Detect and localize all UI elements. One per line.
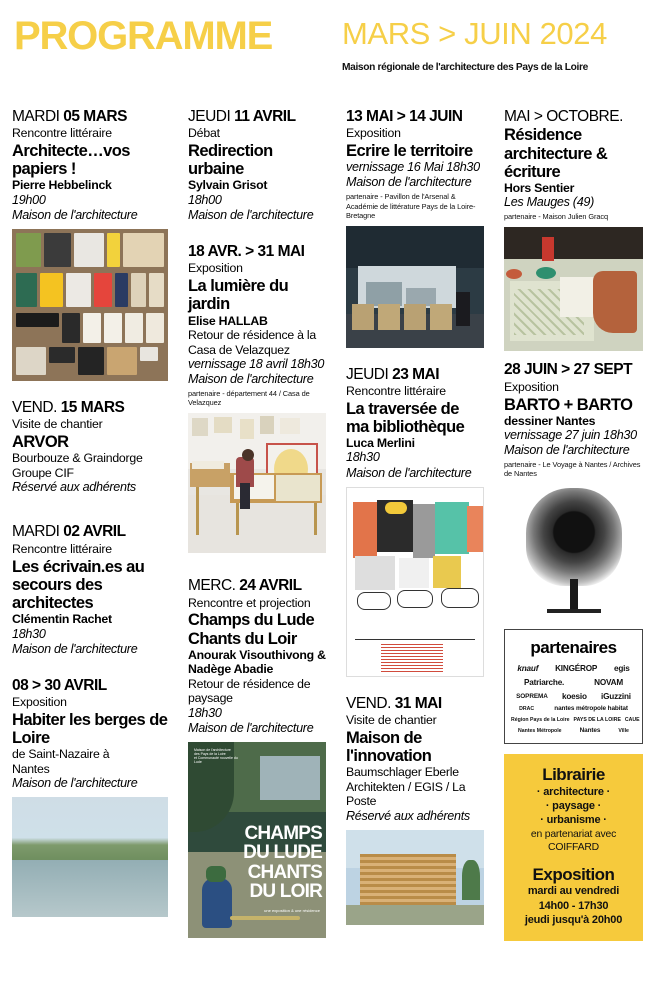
event-kind: Visite de chantier: [346, 713, 437, 728]
event-credit: Baumschlager Eberle: [346, 765, 459, 780]
column-4: [492, 108, 653, 948]
partner-logo-knauf[interactable]: knauf: [517, 664, 539, 674]
event-place: Maison de l'architecture: [12, 776, 138, 791]
event-date: 28 JUIN > 27 SEPT: [504, 361, 633, 379]
event-card[interactable]: [346, 108, 484, 220]
column-2: [176, 108, 334, 948]
partner-logo-ingerop[interactable]: KINGÉROP: [555, 664, 598, 674]
event-date: JEUDI 11 AVRIL: [188, 108, 296, 125]
event-place: Maison de l'architecture: [12, 641, 138, 656]
partner-logo-novam[interactable]: NOVAM: [594, 678, 623, 688]
event-card[interactable]: [12, 523, 168, 656]
event-title: Redirection urbaine: [188, 142, 273, 179]
column-1: [0, 108, 176, 948]
event-subtitle: dessiner Nantes: [504, 413, 596, 428]
event-place: Maison de l'architecture: [504, 443, 630, 458]
event-place: Maison de l'architecture: [188, 208, 314, 222]
partner-logo-koesio[interactable]: koesio: [562, 691, 587, 701]
event-speaker: Elise HALLAB: [188, 313, 268, 328]
event-credit: Bourbouze & Graindorge: [12, 451, 143, 466]
event-speaker: Luca Merlini: [346, 435, 415, 450]
exposition-hours-thursday: jeudi jusqu'à 20h00: [524, 914, 623, 927]
event-time: 18h30: [346, 450, 380, 465]
partner-logo-nantes-metropole[interactable]: Nantes Métropole: [518, 728, 562, 735]
event-place: Maison de l'architecture: [188, 720, 314, 735]
poster-header: [0, 0, 653, 88]
event-speaker: Pierre Hebbelinck: [12, 178, 112, 193]
librairie-theme-paysage: · paysage ·: [545, 800, 602, 813]
partner-logo-row: [511, 679, 636, 688]
drawing-colorful-comic: [346, 487, 484, 677]
event-date: JEUDI 23 MAI: [346, 365, 440, 383]
event-partner: partenaire - Maison Julien Gracq: [504, 212, 609, 222]
event-note: Retour de résidence à la: [188, 328, 316, 342]
organisation-subtitle: Maison régionale de l'architecture des Pays de la Loire: [342, 62, 588, 73]
poster-champs-du-lude: Maison de l'architecture des Pays de la Loire et Communauté nouvelle du Lude CHAMPS DU LUDE CHANTS DU LOIR une exposition & une résidence: [188, 742, 326, 938]
photo-mapping-desk: [504, 227, 643, 351]
librairie-partner-name: COIFFARD: [548, 841, 599, 853]
event-title: Résidence architecture & écriture: [504, 126, 608, 181]
partner-logo-row: [511, 728, 636, 735]
event-kind: Exposition: [346, 126, 401, 141]
photo-loire-riverbank: [12, 797, 168, 917]
partners-title: partenaires: [530, 638, 617, 658]
column-3: [334, 108, 492, 948]
partner-logo-row: [511, 665, 636, 674]
exposition-hours-days: mardi au vendredi: [527, 885, 620, 898]
partner-logo-ville[interactable]: Ville: [618, 728, 629, 735]
partner-logo-patriarche[interactable]: Patriarche.: [524, 678, 565, 688]
partner-logo-row: [511, 717, 640, 723]
partner-logo-soprema[interactable]: SOPREMA: [516, 692, 548, 700]
event-kind: Rencontre littéraire: [12, 541, 112, 556]
event-date: MARDI 02 AVRIL: [12, 523, 126, 541]
partner-logo-drac[interactable]: DRAC: [519, 705, 535, 712]
event-note: Réservé aux adhérents: [12, 480, 136, 495]
partners-logo-grid: [511, 664, 640, 735]
exposition-title: Exposition: [532, 864, 615, 884]
librairie-partner-line: en partenariat avec: [530, 828, 617, 840]
partner-logo-nantes[interactable]: Nantes: [579, 727, 601, 735]
page-title: PROGRAMME: [14, 14, 273, 58]
event-partner: partenaire - Pavillon de l'Arsenal & Académie de littérature Pays de la Loire-Bretagne: [346, 192, 476, 220]
event-date: MAI > OCTOBRE.: [504, 108, 623, 125]
event-speaker-2: Nadège Abadie: [188, 662, 274, 677]
event-card[interactable]: [188, 577, 326, 736]
event-card[interactable]: [346, 695, 484, 824]
render-innovation-building: [346, 830, 484, 925]
event-kind: Exposition: [12, 695, 67, 710]
event-speaker: Hors Sentier: [504, 180, 575, 195]
event-time: vernissage 18 avril 18h30: [188, 357, 325, 371]
event-kind: Rencontre littéraire: [12, 126, 112, 141]
event-title: Champs du Lude Chants du Loir: [188, 611, 315, 648]
event-card[interactable]: [188, 243, 326, 407]
event-date: 18 AVR. > 31 MAI: [188, 243, 305, 261]
event-speaker: Clémentin Rachet: [12, 612, 112, 626]
event-partner: partenaire - département 44 / Casa de Velazquez: [188, 389, 310, 408]
event-place: Maison de l'architecture: [346, 175, 472, 190]
photo-printing-studio: [188, 413, 326, 553]
partner-logo-row: [511, 706, 636, 713]
event-title: La lumière du jardin: [188, 277, 289, 314]
event-time: 19h00: [12, 192, 46, 207]
partners-box: [504, 629, 643, 744]
event-partner: partenaire - Le Voyage à Nantes / Archives de Nantes: [504, 460, 641, 479]
event-kind: Débat: [188, 126, 220, 141]
librairie-box: [504, 754, 643, 941]
event-speaker: Sylvain Grisot: [188, 178, 268, 193]
event-title: ARVOR: [12, 433, 69, 452]
partner-logo-pays-de-la-loire[interactable]: PAYS DE LA LOIRE: [573, 717, 621, 723]
event-title: BARTO + BARTO: [504, 395, 633, 414]
event-kind: Exposition: [188, 261, 243, 276]
event-card[interactable]: [12, 399, 168, 495]
photo-interior-chairs: [346, 226, 484, 348]
event-card[interactable]: [504, 108, 643, 221]
event-date: VEND. 15 MARS: [12, 399, 125, 417]
event-title: Habiter les berges de Loire: [12, 710, 168, 747]
event-location: Les Mauges (49): [504, 195, 595, 210]
partner-logo-nantes-metropole-habitat[interactable]: nantes métropole habitat: [554, 705, 628, 713]
event-card[interactable]: [12, 677, 168, 792]
event-time: vernissage 27 juin 18h30: [504, 428, 637, 443]
event-note-2: paysage: [188, 691, 233, 706]
event-time: 18h00: [188, 192, 222, 207]
event-note: Retour de résidence de: [188, 676, 311, 691]
event-card[interactable]: [504, 361, 643, 478]
event-time: vernissage 16 Mai 18h30: [346, 160, 480, 175]
event-kind: Rencontre littéraire: [346, 383, 446, 398]
event-title: La traversée de ma bibliothèque: [346, 399, 465, 436]
event-place: Maison de l'architecture: [188, 372, 314, 387]
event-kind: Exposition: [504, 379, 559, 394]
librairie-theme-architecture: · architecture ·: [536, 785, 611, 798]
event-time: 18h30: [188, 705, 222, 720]
event-place: Maison de l'architecture: [12, 208, 138, 222]
partner-logo-caue[interactable]: CAUE: [624, 717, 640, 723]
event-speaker: Anourak Visouthivong &: [188, 647, 326, 662]
event-credit: de Saint-Nazaire à: [12, 747, 110, 762]
event-place: Maison de l'architecture: [346, 465, 472, 480]
event-card[interactable]: [346, 366, 484, 481]
exposition-hours-time: 14h00 - 17h30: [538, 899, 609, 912]
partner-logo-egis[interactable]: egis: [613, 664, 630, 674]
event-credit-2: Groupe CIF: [12, 465, 74, 480]
event-credit-2: Nantes: [12, 761, 50, 776]
event-date: MARDI 05 MARS: [12, 108, 127, 125]
event-card[interactable]: [12, 108, 168, 223]
event-note-2: Casa de Velazquez: [188, 342, 290, 357]
partner-logo-region-pays-de-la-loire[interactable]: Région Pays de la Loire: [511, 717, 570, 723]
event-date: MERC. 24 AVRIL: [188, 577, 302, 595]
librairie-theme-urbanisme: · urbanisme ·: [540, 814, 607, 827]
event-credit-2: Architekten / EGIS / La Poste: [346, 779, 466, 809]
partner-logo-iguzzini[interactable]: iGuzzini: [601, 691, 631, 701]
event-time: 18h30: [12, 626, 46, 641]
photo-books-on-table: [12, 229, 168, 381]
event-title: Architecte…vos papiers !: [12, 142, 130, 179]
event-date: 13 MAI > 14 JUIN: [346, 108, 463, 125]
event-date: 08 > 30 AVRIL: [12, 676, 107, 694]
drawing-black-white-tree: [504, 484, 643, 619]
event-card[interactable]: [188, 108, 326, 223]
librairie-title: Librairie: [542, 765, 605, 785]
event-date: VEND. 31 MAI: [346, 694, 442, 712]
date-range-title: MARS > JUIN 2024: [342, 16, 607, 51]
program-columns: [0, 108, 653, 948]
event-kind: Rencontre et projection: [188, 595, 311, 610]
event-kind: Visite de chantier: [12, 417, 103, 432]
event-title: Maison de l'innovation: [346, 728, 432, 765]
partner-logo-row: [511, 693, 636, 702]
event-note: Réservé aux adhérents: [346, 808, 470, 823]
event-title: Ecrire le territoire: [346, 142, 473, 161]
event-title: Les écrivain.es au secours des architectes: [12, 557, 145, 612]
